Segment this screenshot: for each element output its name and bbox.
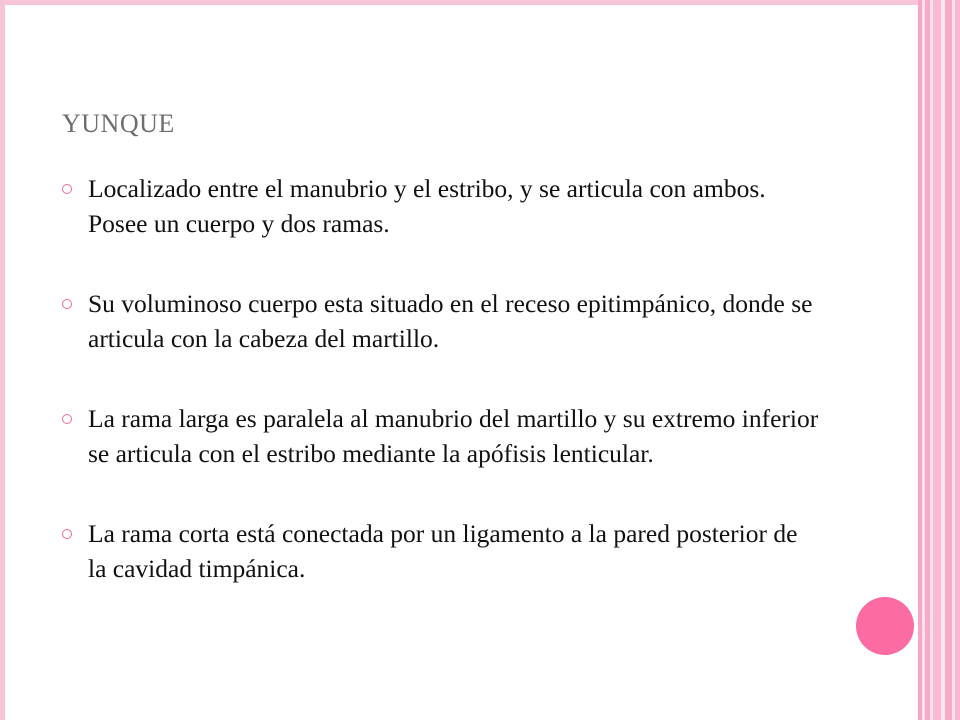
bullet-text: Localizado entre el manubrio y el estribo, y se articula con ambos. Posee un cuerpo y dos ramas. [88, 174, 766, 238]
stripe [955, 0, 960, 720]
bullet-circle-icon [62, 299, 72, 309]
bullet-circle-icon [62, 414, 72, 424]
bullet-item [62, 171, 822, 241]
bullet-item [62, 401, 822, 471]
bullet-list [62, 171, 822, 631]
bullet-text: La rama larga es paralela al manubrio del martillo y su extremo inferior se articula con el estribo mediante la apófisis lenticular. [88, 404, 819, 468]
stripe [945, 0, 952, 720]
decorative-stripes [918, 0, 960, 720]
decorative-circle [856, 597, 914, 655]
bullet-item [62, 516, 822, 586]
bullet-text: Su voluminoso cuerpo esta situado en el receso epitimpánico, donde se articula con la cabeza del martillo. [88, 289, 813, 353]
bullet-item [62, 286, 822, 356]
slide-title: YUNQUE [62, 109, 175, 138]
bullet-circle-icon [62, 184, 72, 194]
bullet-text: La rama corta está conectada por un ligamento a la pared posterior de la cavidad timpánica. [88, 519, 798, 583]
stripe [933, 0, 941, 720]
bullet-circle-icon [62, 529, 72, 539]
